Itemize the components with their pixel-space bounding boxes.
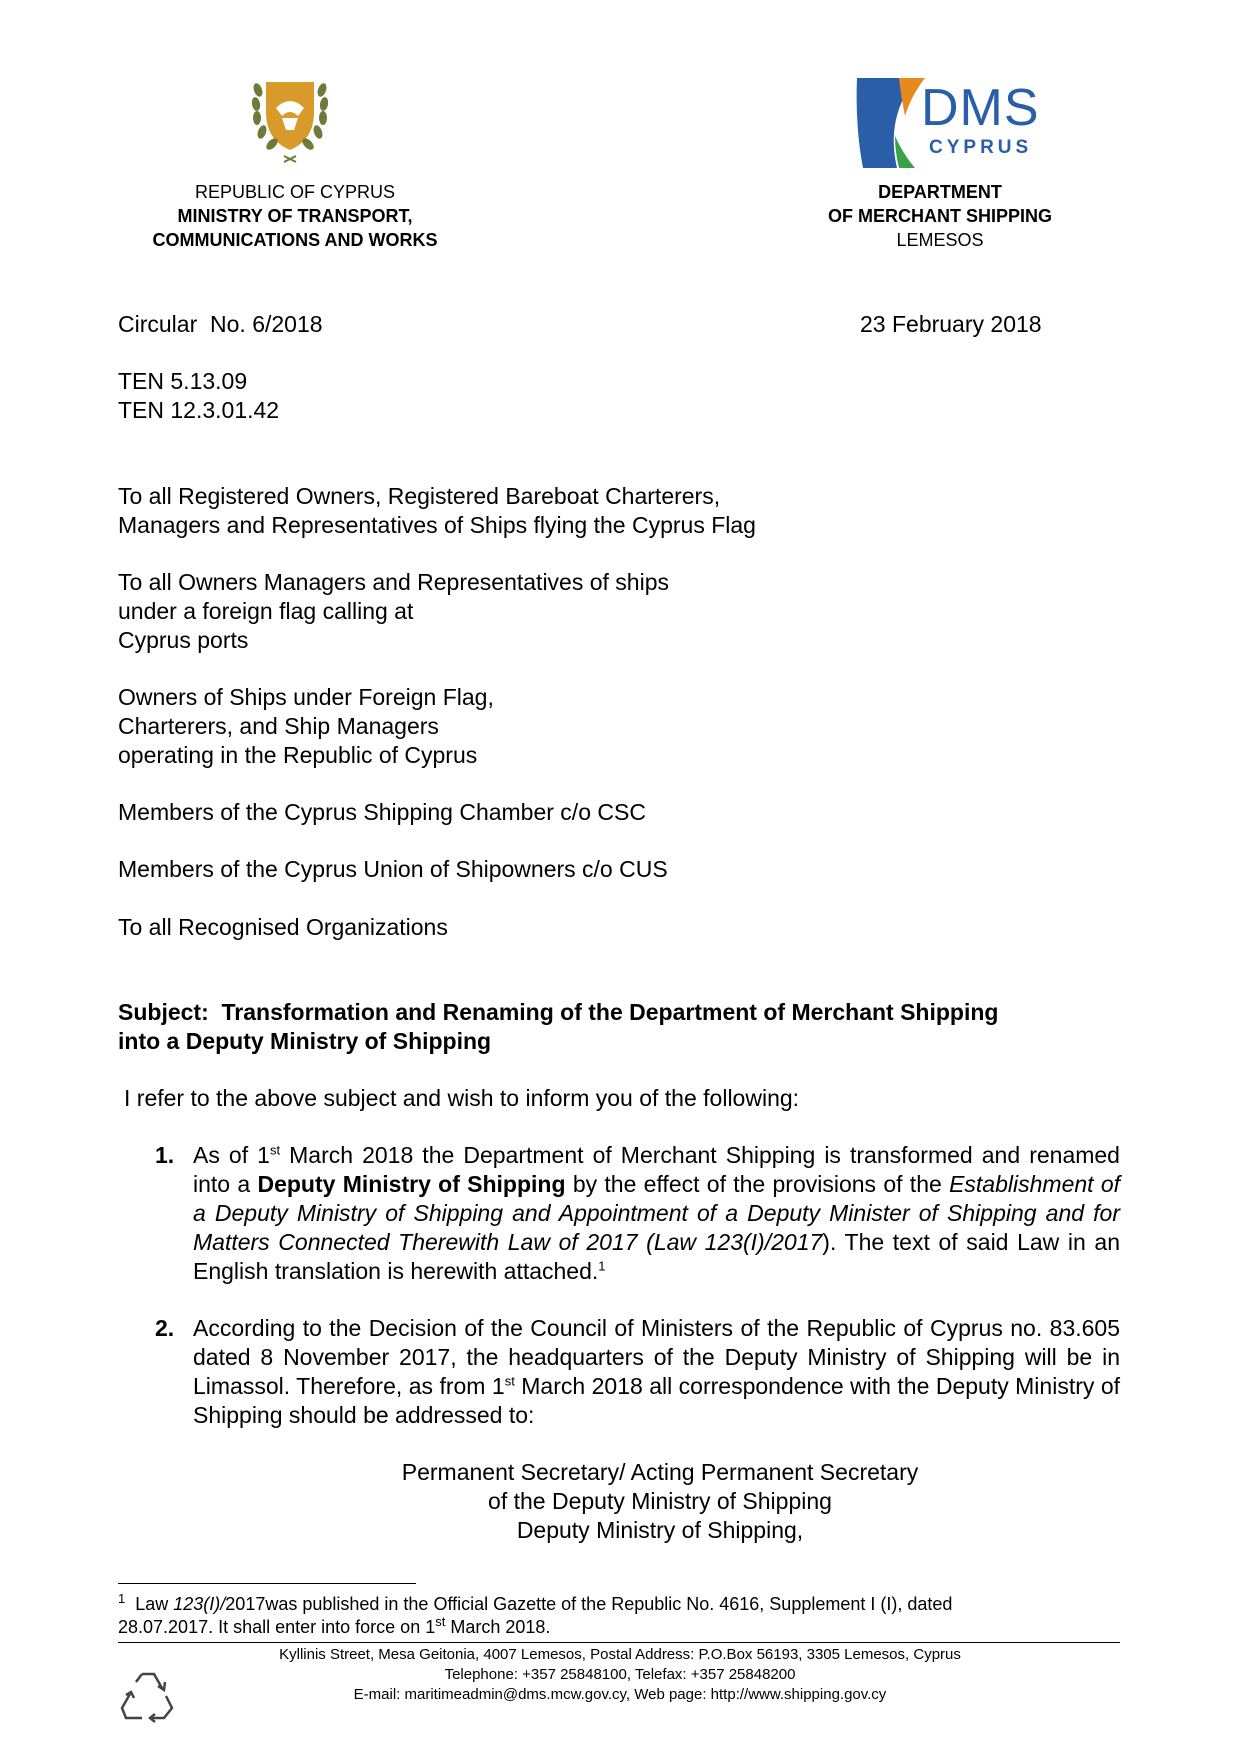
ministry-header-line1: REPUBLIC OF CYPRUS (194, 182, 396, 202)
addressee-block-4: Members of the Cyprus Shipping Chamber c/o CSC (118, 799, 646, 825)
addressee-line: Owners of Ships under Foreign Flag, (118, 684, 494, 710)
footnote-line1 (118, 1593, 1118, 1616)
text-run: As of 1 (193, 1142, 270, 1168)
footer-divider (118, 1642, 1120, 1643)
circular-number: Circular No. 6/2018 (118, 311, 323, 337)
footnote-separator (118, 1583, 416, 1584)
department-header (790, 180, 1090, 252)
subject-line2: into a Deputy Ministry of Shipping (118, 1028, 492, 1054)
addressee-line: Cyprus ports (118, 627, 249, 653)
mailing-address (300, 1458, 1020, 1545)
dms-logo (855, 76, 1045, 171)
reference-code-2: TEN 12.3.01.42 (118, 397, 280, 423)
department-header-line2: OF MERCHANT SHIPPING (827, 206, 1052, 226)
text-run: by the effect of the provisions of the (565, 1171, 950, 1197)
footer-contact (180, 1645, 1060, 1705)
footer-line3: E-mail: maritimeadmin@dms.mcw.gov.cy, Web page: http://www.shipping.gov.cy (353, 1686, 887, 1703)
department-header-line1: DEPARTMENT (878, 182, 1002, 202)
addressee-block-6: To all Recognised Organizations (118, 914, 448, 940)
addressee-line: To all Owners Managers and Representatives of ships (118, 569, 670, 595)
addressee-block-5: Members of the Cyprus Union of Shipowners c/o CUS (118, 856, 668, 882)
subject (118, 998, 1118, 1056)
circular-date: 23 February 2018 (860, 311, 1042, 337)
subject-line1: Subject: Transformation and Renaming of the Department of Merchant Shipping (118, 999, 999, 1025)
text-run: ). The text of said Law in an English translation is herewith attached. (193, 1229, 1120, 1284)
department-header-line3: LEMESOS (896, 230, 984, 250)
footnote (118, 1593, 1118, 1639)
ministry-header (110, 180, 480, 252)
address-line: Permanent Secretary/ Acting Permanent Secretary (401, 1459, 919, 1485)
text-run: Law (125, 1594, 174, 1614)
addressee-block-3 (118, 683, 494, 770)
address-line: Deputy Ministry of Shipping, (516, 1517, 804, 1543)
addressee-block-2 (118, 568, 669, 655)
italic-text: Establishment of a Deputy Ministry of Shipping and Appointment of a Deputy Minister of Shipping and for Matters Connected Therewith Law of 2017 (Law 123(I)/2017 (193, 1171, 1121, 1255)
dms-logo-text: DMS (921, 79, 1040, 137)
footer-line2: Telephone: +357 25848100, Telefax: +357 25848200 (444, 1666, 796, 1683)
text-run: March 2018. (445, 1617, 551, 1637)
reference-code-1: TEN 5.13.09 (118, 368, 248, 394)
addressee-block-1 (118, 482, 756, 540)
text-run: March 2018 all correspondence with the Deputy Ministry of Shipping should be addressed to: (193, 1373, 1120, 1428)
addressee-line: Charterers, and Ship Managers (118, 713, 439, 739)
intro-paragraph: I refer to the above subject and wish to inform you of the following: (124, 1085, 800, 1111)
recycle-icon (118, 1664, 178, 1724)
ministry-header-line2: MINISTRY OF TRANSPORT, (177, 206, 413, 226)
list-item-text (193, 1141, 1120, 1286)
footnote-mark: 1 (118, 1591, 126, 1606)
ministry-header-line3: COMMUNICATIONS AND WORKS (152, 230, 438, 250)
footer-line1: Kyllinis Street, Mesa Geitonia, 4007 Lemesos, Postal Address: P.O.Box 56193, 3305 Lemesos, Cyprus (279, 1646, 961, 1663)
list-item-number: 2. (155, 1315, 175, 1341)
superscript: st (504, 1373, 515, 1389)
list-item-1 (155, 1141, 1120, 1286)
bold-text: Deputy Ministry of Shipping (257, 1171, 566, 1197)
dms-logo-subtext: CYPRUS (929, 137, 1033, 158)
italic-text: 123(I)/ (173, 1594, 226, 1614)
cyprus-emblem-icon (244, 78, 336, 164)
list-item-number: 1. (155, 1142, 175, 1168)
text-run: 28.07.2017. It shall enter into force on 1 (118, 1617, 436, 1637)
footnote-reference: 1 (598, 1258, 606, 1274)
addressee-line: operating in the Republic of Cyprus (118, 742, 478, 768)
superscript: st (435, 1614, 446, 1629)
text-run: According to the Decision of the Council of Ministers of the Republic of Cyprus no. 83.605 dated 8 November 2017, the headquarters of the Deputy Ministry of Shipping will be in Limassol. Therefore, as from 1 (193, 1315, 1120, 1399)
superscript: st (269, 1142, 281, 1158)
text-run: 2017was published in the Official Gazette of the Republic No. 4616, Supplement I (I), dated (225, 1594, 953, 1614)
addressee-line: under a foreign flag calling at (118, 598, 414, 624)
addressee-line: Managers and Representatives of Ships flying the Cyprus Flag (118, 512, 756, 538)
addressee-line: To all Registered Owners, Registered Bareboat Charterers, (118, 483, 721, 509)
reference-codes (118, 367, 279, 425)
text-run: March 2018 the Department of Merchant Shipping is transformed and renamed into a (193, 1142, 1120, 1197)
list-item-2 (155, 1314, 1120, 1430)
footnote-line2 (118, 1616, 1118, 1639)
address-line: of the Deputy Ministry of Shipping (488, 1488, 832, 1514)
list-item-text (193, 1314, 1120, 1430)
